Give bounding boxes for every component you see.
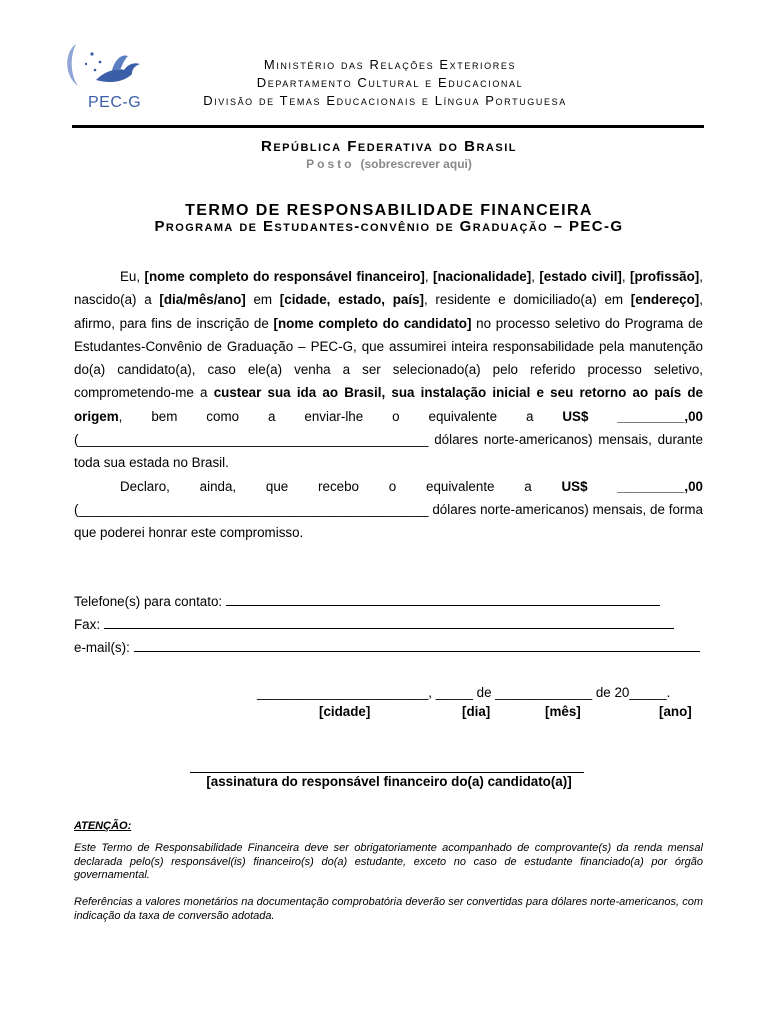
department-title: Departamento Cultural e Educacional — [256, 75, 524, 90]
paragraph-2: Declaro, ainda, que recebo o equivalente a US$ _________,00 (_______________________________________________ dólares norte-americanos) mensais, de forma que poderei honrar este compromisso. — [74, 478, 703, 541]
posto-note: (sobrescrever aqui) — [360, 157, 472, 171]
fax-line[interactable] — [104, 616, 674, 629]
attention-note-1: Este Termo de Responsabilidade Financeira deve ser obrigatoriamente acompanhado de comprovante(s) da renda mensal declarada pelo(s) responsável(is) financeiro(s) do(a) estudante, exceto no caso de estudante financiado(a) por órgão governamental. — [74, 842, 703, 881]
attention-label: ATENÇÃO: — [74, 820, 132, 832]
header-divider — [72, 125, 704, 128]
phone-line[interactable] — [226, 593, 660, 606]
ministry-title: Ministério das Relações Exteriores — [263, 57, 517, 72]
signature-line[interactable] — [190, 772, 584, 773]
phone-field[interactable] — [74, 590, 700, 613]
phone-label: Telefone(s) para contato: — [74, 594, 223, 609]
division-title: Divisão de Temas Educacionais e Língua Portuguesa — [203, 93, 567, 108]
fax-field[interactable] — [74, 613, 700, 636]
attention-note-2: Referências a valores monetários na documentação comprobatória deverão ser convertidas para dólares norte-americanos, com indicação da taxa de conversão adotada. — [74, 896, 703, 922]
posto-line — [0, 157, 768, 171]
paragraph-1: Eu, [nome completo do responsável financeiro], [nacionalidade], [estado civil], [profissão], nascido(a) a [dia/mês/ano] em [cidade, estado, país], residente e domiciliado(a) em [endereço], afirmo, para fins de inscrição de [nome completo do candidato] no processo seletivo do Programa de Estudantes-Convênio de Graduação – PEC-G, que assumirei inteira responsabilidade pela manutenção do(a) candidato(a), caso ele(a) venha a ser selecionado(a) pelo referido processo seletivo, comprometendo-me a custear sua ida ao Brasil, sua instalação inicial e seu retorno ao país de origem, bem como a enviar-lhe o equivalente a US$ _________,00 (_______________________________________________ dólares norte-americanos) mensais, durante toda sua estada no Brasil. — [74, 269, 704, 471]
date-day-label: [dia] — [462, 704, 491, 719]
republic-title: República Federativa do Brasil — [261, 138, 517, 155]
posto-word: Posto — [306, 157, 355, 171]
pec-g-logo — [62, 40, 162, 118]
fax-label: Fax: — [74, 617, 101, 632]
date-year-label: [ano] — [659, 704, 692, 719]
logo-text: PEC-G — [88, 94, 142, 111]
date-line: _______________________, _____ de _____________ de 20_____. — [257, 685, 671, 700]
date-month-label: [mês] — [545, 704, 581, 719]
email-field[interactable] — [74, 636, 700, 659]
document-body — [74, 265, 703, 545]
email-line[interactable] — [134, 639, 700, 652]
document-subtitle: Programa de Estudantes-convênio de Graduação – PEC-G — [154, 218, 624, 235]
email-label: e-mail(s): — [74, 640, 130, 655]
signature-label: [assinatura do responsável financeiro do(a) candidato(a)] — [206, 774, 572, 789]
date-city-label: [cidade] — [319, 704, 371, 719]
contact-fields — [74, 590, 700, 659]
bird-icon — [62, 40, 162, 100]
document-title: TERMO DE RESPONSABILIDADE FINANCEIRA — [185, 202, 593, 219]
